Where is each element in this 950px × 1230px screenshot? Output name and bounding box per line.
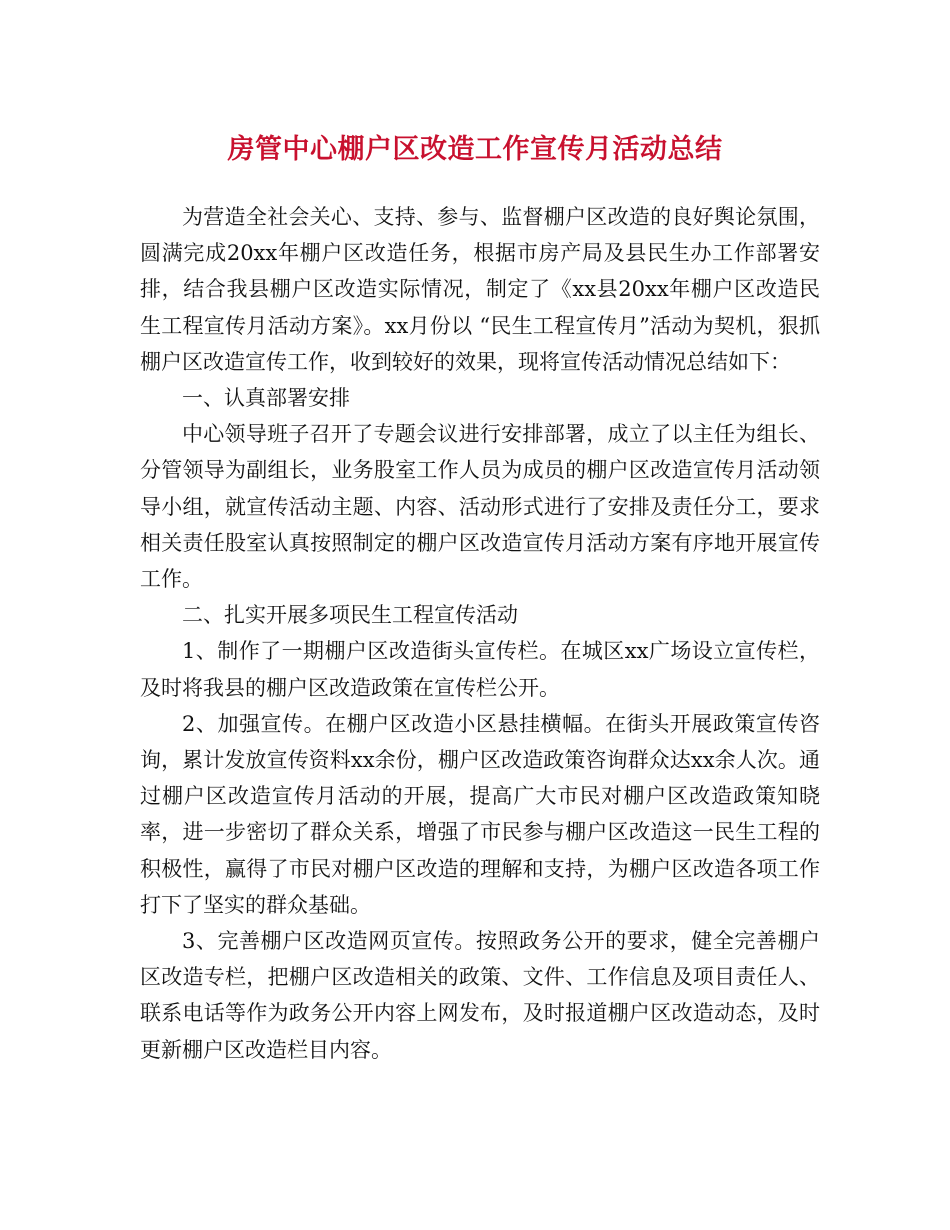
- section-heading-2: 二、扎实开展多项民生工程宣传活动: [182, 603, 518, 628]
- paragraph-item-1: 1、制作了一期棚户区改造街头宣传栏。在城区xx广场设立宣传栏，及时将我县的棚户区改造政策在宣传栏公开。: [140, 639, 820, 700]
- section-heading-1: 一、认真部署安排: [182, 386, 350, 411]
- document-title: 房管中心棚户区改造工作宣传月活动总结: [227, 134, 723, 165]
- paragraph-intro: 为营造全社会关心、支持、参与、监督棚户区改造的良好舆论氛围，圆满完成20xx年棚户区改造任务，根据市房产局及县民生办工作部署安排，结合我县棚户区改造实际情况，制定了《xx县20xx年棚户区改造民生工程宣传月活动方案》。xx月份以 “民生工程宣传月”活动为契机，狠抓棚户区改造宣传工作，收到较好的效果，现将宣传活动情况总结如下：: [140, 205, 820, 374]
- paragraph-section-1: 中心领导班子召开了专题会议进行安排部署，成立了以主任为组长、分管领导为副组长，业务股室工作人员为成员的棚户区改造宣传月活动领导小组，就宣传活动主题、内容、活动形式进行了安排及责任分工，要求相关责任股室认真按照制定的棚户区改造宣传月活动方案有序地开展宣传工作。: [140, 422, 820, 592]
- paragraph-item-3: 3、完善棚户区改造网页宣传。按照政务公开的要求，健全完善棚户区改造专栏，把棚户区改造相关的政策、文件、工作信息及项目责任人、联系电话等作为政务公开内容上网发布，及时报道棚户区改造动态，及时更新棚户区改造栏目内容。: [140, 929, 820, 1062]
- paragraph-item-2: 2、加强宣传。在棚户区改造小区悬挂横幅。在街头开展政策宣传咨询，累计发放宣传资料xx余份，棚户区改造政策咨询群众达xx余人次。通过棚户区改造宣传月活动的开展，提高广大市民对棚户区改造政策知晓率，进一步密切了群众关系，增强了市民参与棚户区改造这一民生工程的积极性，赢得了市民对棚户区改造的理解和支持，为棚户区改造各项工作打下了坚实的群众基础。: [140, 711, 820, 917]
- document-body: [140, 199, 820, 1068]
